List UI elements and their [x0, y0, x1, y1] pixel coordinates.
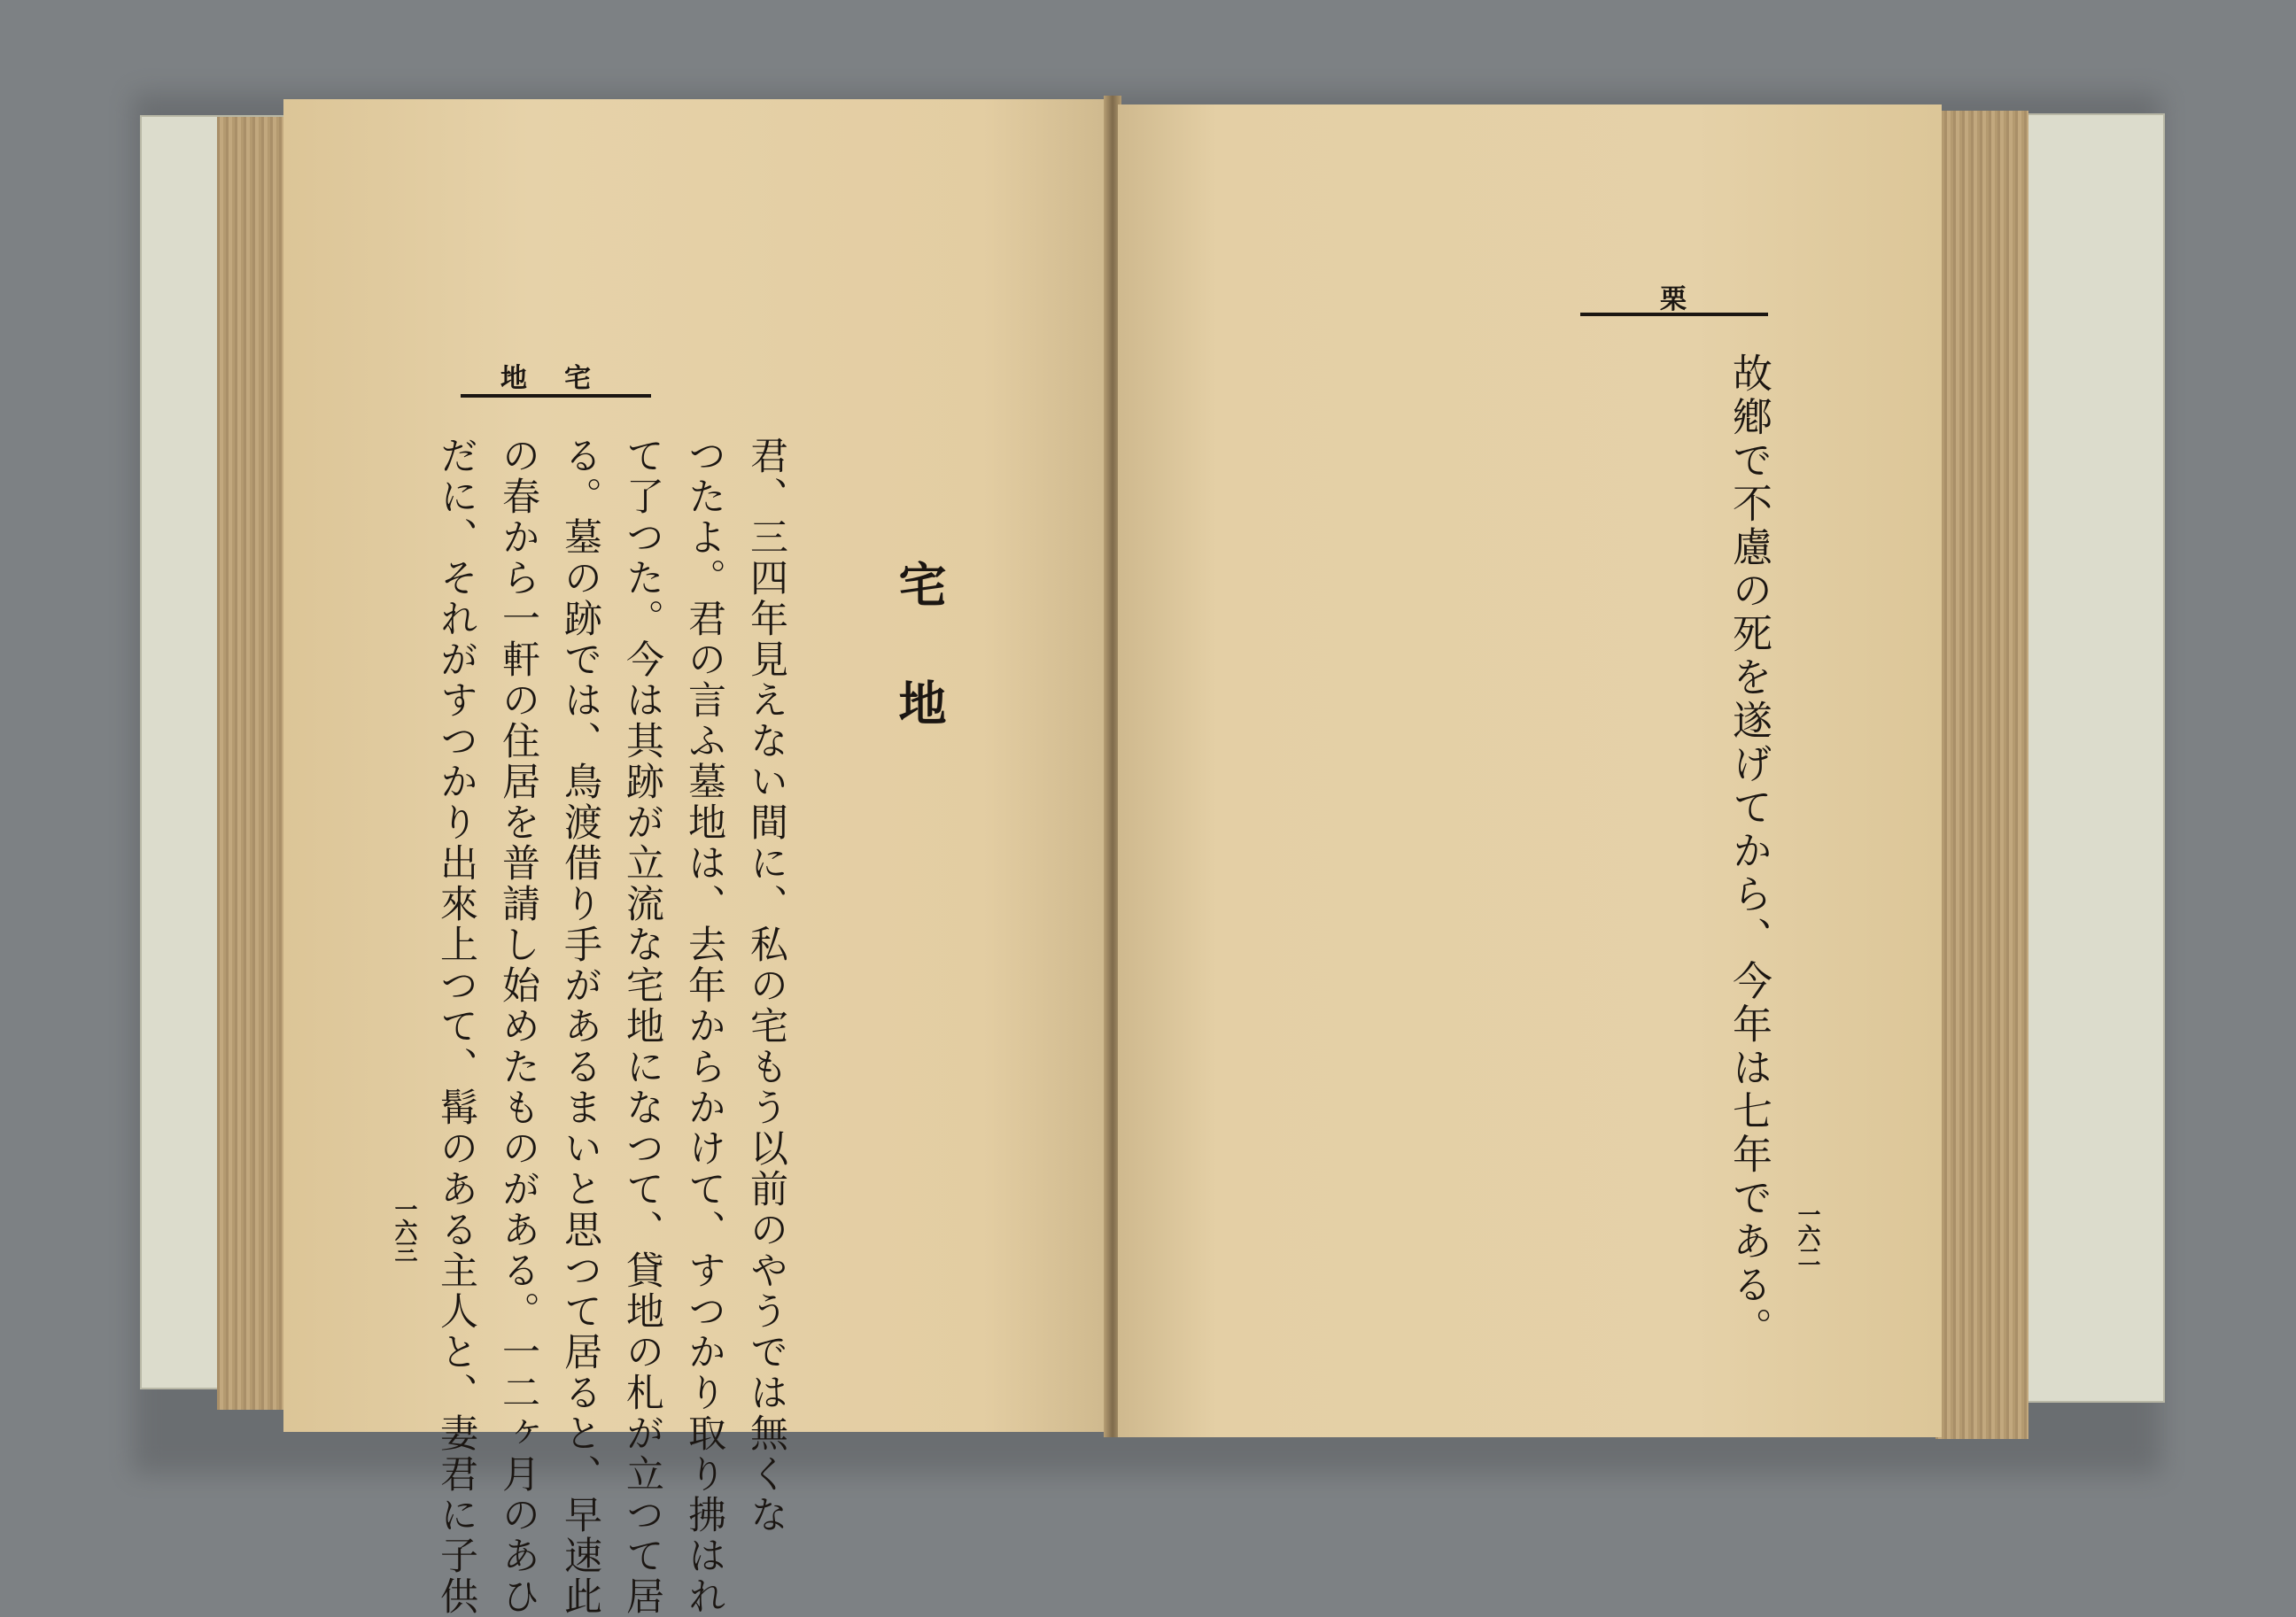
body-line-4: る。墓の跡では、鳥渡借り手があるまいと思つて居ると、早速此 [558, 436, 602, 1617]
body-line-3: て了つた。今は其跡が立流な宅地になつて、貸地の札が立つて居 [620, 436, 664, 1617]
left-page-number: 一六三 [391, 1197, 417, 1261]
body-line-2: つたよ。君の言ふ墓地は、去年からかけて、すつかり取り拂はれ [682, 436, 726, 1617]
body-line-1: 君、三四年見えない間に、私の宅もう以前のやうでは無くな [744, 436, 788, 1536]
page-edges-left [217, 117, 288, 1410]
show-through-1 [1233, 397, 1284, 437]
chapter-title: 宅地 [891, 560, 948, 797]
left-body-text [425, 436, 797, 1617]
right-body-text: 故鄕で不慮の死を遂げてから、今年は七年である。 [1726, 352, 1772, 1350]
left-header-rule [461, 394, 651, 398]
body-line-5: の春から一軒の住居を普請し始めたものがある。一二ヶ月のあひ [496, 436, 540, 1617]
right-page-number: 一六二 [1794, 1203, 1820, 1266]
right-running-head: 栗 [1660, 284, 1692, 315]
body-line-6: だに、それがすつかり出來上つて、髯のある主人と、妻君に子供 [434, 436, 478, 1617]
left-running-head: 地 宅 [500, 363, 596, 394]
page-edges-right [1935, 111, 2028, 1439]
right-page [1118, 104, 1942, 1437]
left-page [283, 99, 1107, 1617]
